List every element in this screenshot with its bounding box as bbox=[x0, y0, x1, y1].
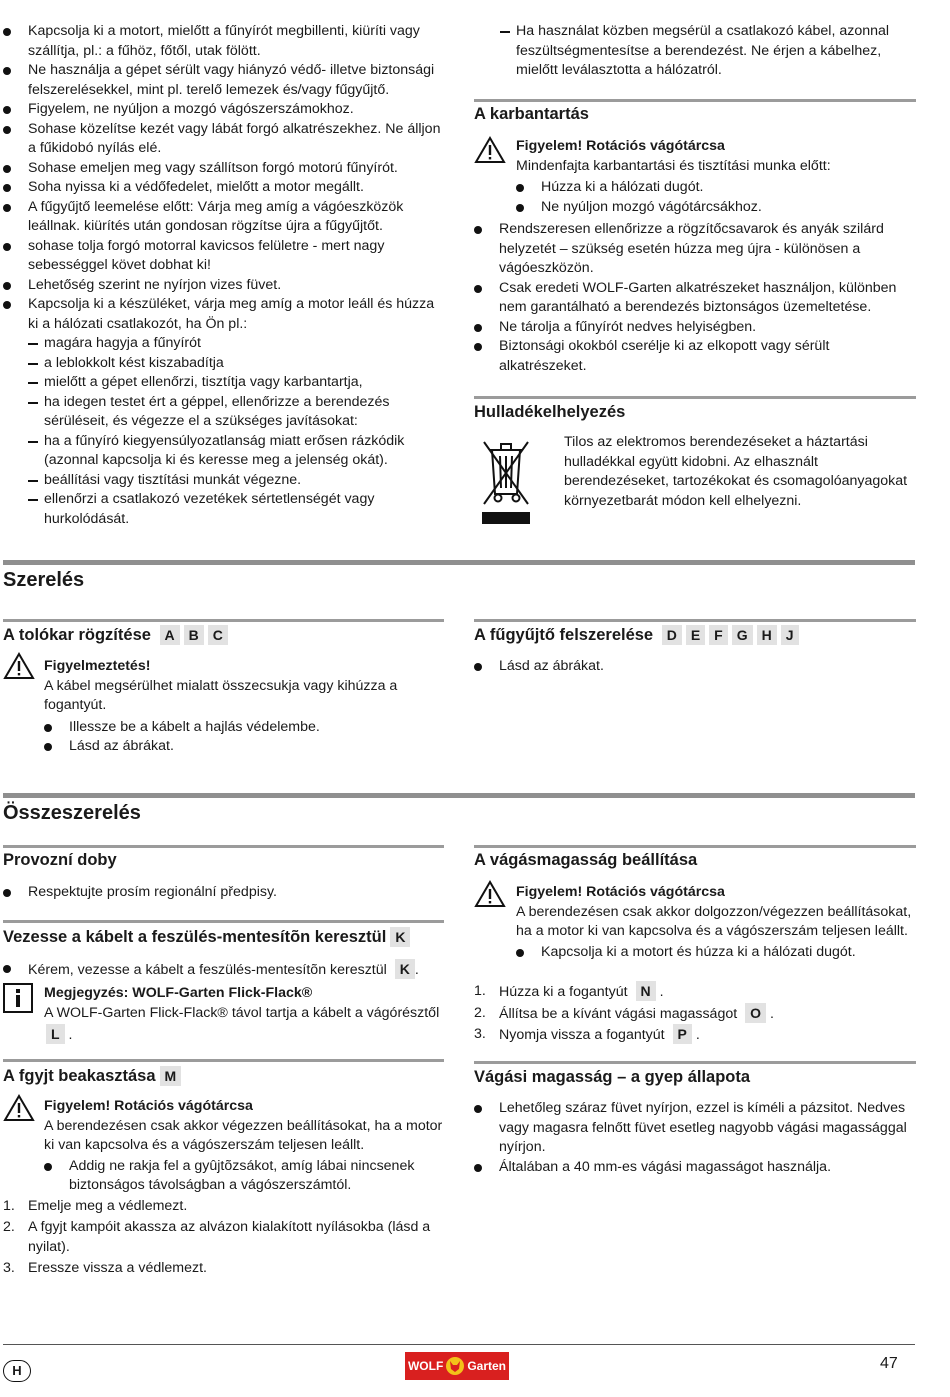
cable-dash-item: Ha használat közben megsérül a csatlakozó kábel, azonnal feszültségmentesítse a berendezést. Ne érjen a kábelhez, mielőtt leválasztotta a hálózatról. bbox=[500, 22, 914, 81]
page-number: 47 bbox=[880, 1355, 898, 1372]
list-item: Ne nyúljon mozgó vágótárcsákhoz. bbox=[516, 198, 916, 218]
list-item: Rendszeresen ellenőrizze a rögzítőcsavarok és anyák szilárd helyzetét – szükség esetén húzza meg újra - különösen a vágóeszközön. bbox=[474, 220, 916, 279]
collector-hook-heading bbox=[3, 1066, 181, 1086]
section-title-osszeszereles: Összeszerelés bbox=[3, 802, 141, 824]
step-number: 1. bbox=[3, 1198, 15, 1214]
divider bbox=[3, 845, 444, 848]
logo-garten-text: Garten bbox=[467, 1359, 506, 1373]
figure-tag: J bbox=[781, 625, 799, 645]
safety-item: Figyelem, ne nyúljon a mozgó vágószerszámokhoz. bbox=[3, 100, 443, 120]
safety-item: sohase tolja forgó motorral kavicsos felületre - mert nagy sebességgel követ dobhat ki! bbox=[3, 237, 443, 276]
figure-tag: K bbox=[395, 959, 415, 979]
cutting-height-warning bbox=[516, 883, 916, 962]
waste-text bbox=[564, 433, 914, 511]
figure-tag: O bbox=[745, 1003, 766, 1023]
step-number: 2. bbox=[3, 1218, 15, 1235]
list-item: Respektujte prosím regionální předpisy. bbox=[3, 883, 444, 903]
divider bbox=[474, 619, 916, 622]
list-item: Csak eredeti WOLF-Garten alkatrészeket használjon, különben nem garantálható a berendezés biztonságos üzemeltetése. bbox=[474, 279, 916, 318]
list-item: Általában a 40 mm-es vágási magasságot használja. bbox=[474, 1158, 916, 1178]
safety-item: Ne használja a gépet sérült vagy hiányzó védő- illetve biztonsági felszerelésekkel, mint pl. terelő lemezek és/vagy fűgyűjtő. bbox=[3, 61, 443, 100]
info-icon bbox=[3, 983, 33, 1013]
figure-tag: E bbox=[686, 625, 705, 645]
collector-list bbox=[474, 657, 916, 677]
list-item: Kapcsolja ki a motort és húzza ki a hálózati dugót. bbox=[516, 943, 916, 963]
cable-relief-list bbox=[3, 959, 444, 981]
safety-subitem: ha idegen testet ért a géppel, ellenőrizze a berendezés sérüléseit, és végezze el a szükséges javításokat: bbox=[28, 393, 443, 432]
step-number: 2. bbox=[474, 1004, 486, 1021]
section-divider bbox=[3, 793, 915, 798]
safety-item: Kapcsolja ki a motort, mielőtt a fűnyírót megbillenti, kiüríti vagy szállítja, pl.: a fűhöz, főtől, utak fölött. bbox=[3, 22, 443, 61]
list-item: Kérem, vezesse a kábelt a feszülés-mentesítõn keresztül K . bbox=[3, 959, 444, 981]
safety-bullet-list bbox=[3, 22, 443, 334]
logo-wolf-text: WOLF bbox=[407, 1359, 444, 1373]
divider bbox=[474, 396, 916, 399]
operating-hours-heading: Provozní doby bbox=[3, 851, 117, 869]
safety-list-column bbox=[3, 22, 443, 529]
operating-hours-list bbox=[3, 883, 444, 903]
handle-heading-text: A tolókar rögzítése bbox=[3, 626, 151, 644]
safety-subitem: magára hagyja a fűnyírót bbox=[28, 334, 443, 354]
warning-icon bbox=[474, 880, 506, 908]
cutting-height-heading: A vágásmagasság beállítása bbox=[474, 851, 698, 869]
figure-tag: F bbox=[709, 625, 728, 645]
maintenance-heading: A karbantartás bbox=[474, 105, 589, 123]
divider bbox=[3, 920, 444, 923]
list-item: Lehetőleg száraz füvet nyírjon, ezzel is kíméli a pázsitot. Nedves vagy magasra felnőtt füvet esetleg nagyobb vágási magassággal nyírjon. bbox=[474, 1099, 916, 1158]
safety-subitem: ellenőrzi a csatlakozó vezetékek sértetlenségét vagy hurkolódását. bbox=[28, 490, 443, 529]
lawn-condition-heading: Vágási magasság – a gyep állapota bbox=[474, 1068, 751, 1086]
list-item: Húzza ki a hálózati dugót. bbox=[516, 178, 916, 198]
collector-heading bbox=[474, 625, 799, 645]
figure-tag: G bbox=[732, 625, 753, 645]
step-item: 2. A fgyjt kampóit akassza az alvázon kialakított nyílásokba (lásd a nyilat). bbox=[3, 1218, 431, 1255]
figure-tag: M bbox=[160, 1066, 182, 1086]
collector-hook-steps bbox=[3, 1196, 444, 1278]
figure-tag: N bbox=[636, 981, 656, 1001]
list-item: Ne tárolja a fűnyírót nedves helyiségben. bbox=[474, 318, 916, 338]
waste-heading: Hulladékelhelyezés bbox=[474, 403, 626, 421]
note-text: A WOLF-Garten Flick-Flack® távol tartja a kábelt a vágórésztől bbox=[44, 1004, 440, 1021]
divider bbox=[474, 845, 916, 848]
warning-icon bbox=[3, 652, 35, 680]
weee-bin-icon bbox=[480, 434, 532, 526]
cutting-height-steps bbox=[474, 981, 916, 1046]
divider bbox=[474, 99, 916, 102]
step-item: 3. Nyomja vissza a fogantyút P . bbox=[474, 1026, 700, 1043]
list-item: Lásd az ábrákat. bbox=[474, 657, 916, 677]
warning-text: Mindenfajta karbantartási és tisztítási munka előtt: bbox=[516, 157, 831, 174]
list-item: Illessze be a kábelt a hajlás védelembe. bbox=[44, 718, 444, 738]
lawn-condition-list bbox=[474, 1099, 916, 1177]
warning-text: A kábel megsérülhet mialatt összecsukja vagy kihúzza a fogantyút. bbox=[44, 677, 398, 713]
section-title-szereles: Szerelés bbox=[3, 569, 85, 591]
safety-subitem: a leblokkolt kést kiszabadítja bbox=[28, 354, 443, 374]
step-item: 1. Emelje meg a védlemezt. bbox=[3, 1196, 444, 1217]
divider bbox=[3, 1059, 444, 1062]
figure-tag: D bbox=[662, 625, 682, 645]
note-heading: Megjegyzés: WOLF-Garten Flick-Flack® bbox=[44, 985, 313, 1001]
figure-tag: H bbox=[757, 625, 777, 645]
flickflack-note: Megjegyzés: WOLF-Garten Flick-Flack® A WOLF-Garten Flick-Flack® távol tartja a kábelt a vágórésztől L . bbox=[44, 984, 444, 1046]
safety-subitem: ha a fűnyíró kiegyensúlyozatlanság miatt erősen rázkódik (azonnal kapcsolja ki és keresse meg a jelenség okát). bbox=[28, 432, 443, 471]
step-number: 3. bbox=[3, 1259, 15, 1276]
collector-heading-text: A fűgyűjtő felszerelése bbox=[474, 626, 654, 644]
figure-tag: B bbox=[184, 625, 204, 645]
safety-item: Sohase emeljen meg vagy szállítson forgó motorú fűnyírót. bbox=[3, 159, 443, 179]
wolf-garten-logo bbox=[405, 1352, 509, 1380]
collector-hook-heading-text: A fgyjt beakasztása bbox=[3, 1067, 156, 1085]
warning-icon bbox=[3, 1094, 35, 1122]
safety-subitem: mielőtt a gépet ellenőrzi, tisztítja vagy karbantartja, bbox=[28, 373, 443, 393]
warning-text: A berendezésen csak akkor dolgozzon/végezzen beállításokat, ha a motor ki van kapcsolva és a vágószerszám teljesen leállt. bbox=[516, 903, 912, 939]
list-item: Biztonsági okokból cserélje ki az elkopott vagy sérült alkatrészeket. bbox=[474, 337, 916, 376]
waste-paragraph: Tilos az elektromos berendezéseket a háztartási hulladékkal együtt kidobni. Az elhasznált berendezéseket, tartozékokat és csomagolóanyagokat környezetbarát módon kell elhelyezni. bbox=[564, 434, 908, 509]
list-item: Lásd az ábrákat. bbox=[44, 737, 444, 757]
footer-rule bbox=[3, 1344, 915, 1345]
country-badge: H bbox=[3, 1360, 31, 1382]
safety-item: Soha nyissa ki a védőfedelet, mielőtt a motor megállt. bbox=[3, 178, 443, 198]
figure-tag: C bbox=[208, 625, 228, 645]
cable-relief-heading bbox=[3, 927, 410, 947]
maintenance-warning bbox=[516, 137, 916, 217]
cable-warning bbox=[500, 22, 914, 81]
safety-dash-list bbox=[28, 334, 443, 529]
safety-subitem: beállítási vagy tisztítási munkát végezne. bbox=[28, 471, 443, 491]
safety-item: Sohase közelítse kezét vagy lábát forgó alkatrészekhez. Ne álljon a fűkidobó nyílás elé. bbox=[3, 120, 443, 159]
step-item: 2. Állítsa be a kívánt vágási magasságot O . bbox=[474, 1004, 774, 1022]
list-item-text: Kérem, vezesse a kábelt a feszülés-mentesítõn keresztül bbox=[28, 962, 387, 978]
warning-heading: Figyelmeztetés! bbox=[44, 658, 151, 674]
handle-warning bbox=[44, 657, 444, 757]
step-item: 3. Eressze vissza a védlemezt. bbox=[3, 1258, 444, 1279]
section-divider bbox=[3, 560, 915, 565]
step-number: 1. bbox=[474, 983, 486, 999]
warning-icon bbox=[474, 136, 506, 164]
warning-heading: Figyelem! Rotációs vágótárcsa bbox=[44, 1098, 253, 1114]
wolf-head-icon bbox=[446, 1355, 464, 1377]
safety-item: Lehetőség szerint ne nyírjon vizes füvet. bbox=[3, 276, 443, 296]
figure-tag: A bbox=[160, 625, 180, 645]
safety-item: A fűgyűjtő leemelése előtt: Várja meg amíg a vágóeszközök leállnak. kiürítés után gondosan rögzítse újra a fűgyűjtőt. bbox=[3, 198, 443, 237]
figure-tag: L bbox=[46, 1024, 65, 1044]
warning-heading: Figyelem! Rotációs vágótárcsa bbox=[516, 884, 725, 900]
list-item: Addig ne rakja fel a gyûjtõzsákot, amíg lábai nincsenek biztonságos távolságban a vágószerszámtól. bbox=[44, 1157, 444, 1196]
collector-hook-warning bbox=[44, 1097, 444, 1196]
step-item: 1. Húzza ki a fogantyút N . bbox=[474, 983, 664, 1000]
warning-text: A berendezésen csak akkor végezzen beállításokat, ha a motor ki van kapcsolva és a vágószerszám teljesen leállt. bbox=[44, 1117, 443, 1153]
handle-heading bbox=[3, 625, 228, 645]
step-number: 3. bbox=[474, 1026, 486, 1042]
divider bbox=[474, 1061, 916, 1064]
maintenance-list bbox=[474, 220, 916, 376]
safety-item: Kapcsolja ki a készüléket, várja meg amíg a motor leáll és húzza ki a hálózati csatlakozót, ha Ön pl.: bbox=[3, 295, 443, 334]
divider bbox=[3, 619, 444, 622]
warning-heading: Figyelem! Rotációs vágótárcsa bbox=[516, 138, 725, 154]
figure-tag: P bbox=[673, 1024, 692, 1044]
figure-tag: K bbox=[390, 927, 410, 947]
cable-relief-heading-text: Vezesse a kábelt a feszülés-mentesítõn keresztül bbox=[3, 928, 387, 946]
